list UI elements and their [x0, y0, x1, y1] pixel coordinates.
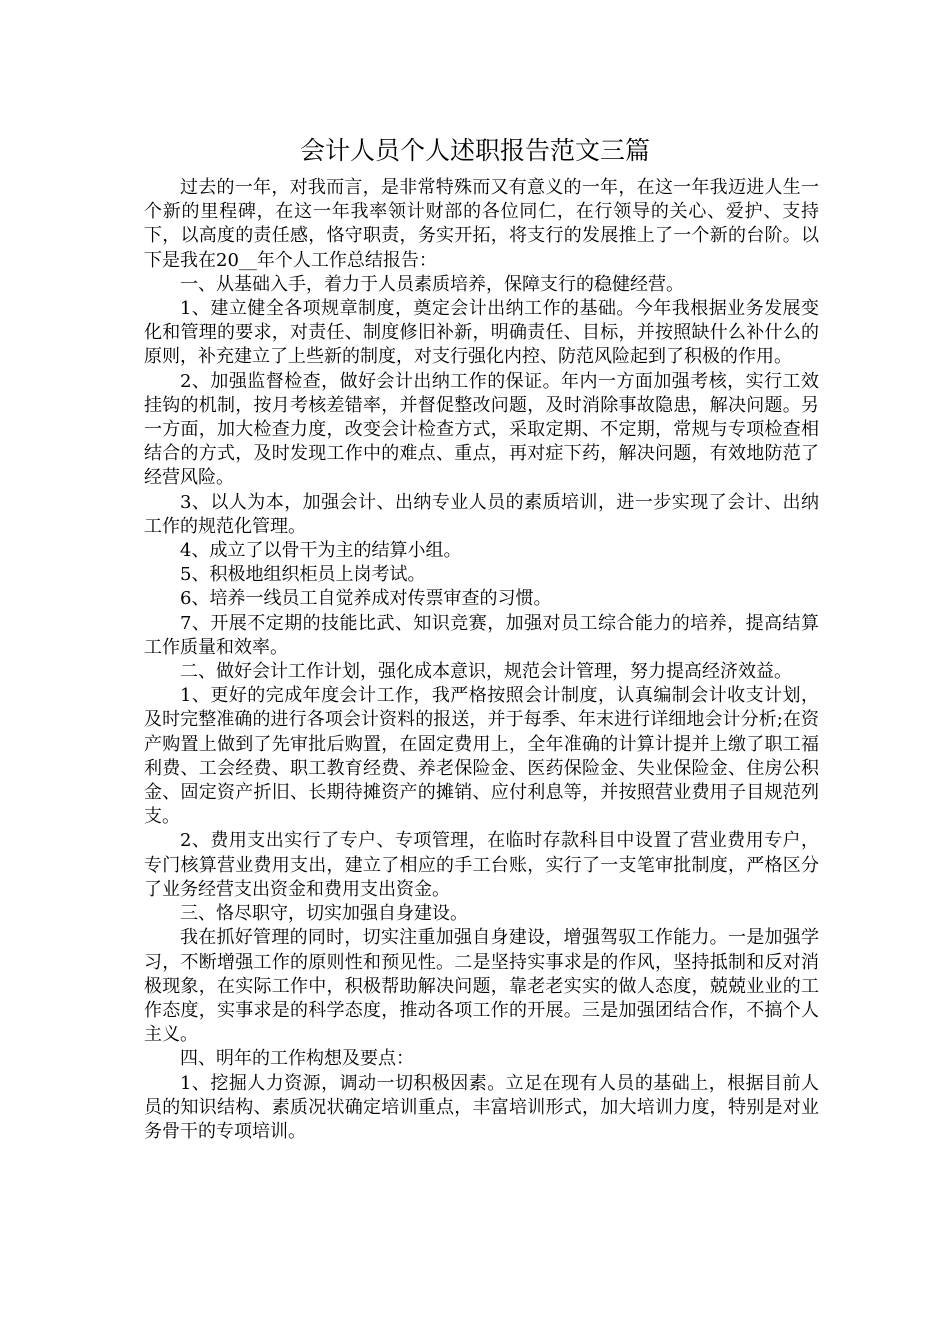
document-body [144, 176, 819, 1144]
paragraph-1-3: 3、以人为本，加强会计、出纳专业人员的素质培训，进一步实现了会计、出纳工作的规范化管理。 [144, 491, 819, 537]
paragraph-2-2: 2、费用支出实行了专户、专项管理，在临时存款科目中设置了营业费用专户，专门核算营业费用支出，建立了相应的手工台账，实行了一支笔审批制度，严格区分了业务经营支出资金和费用支出资金。 [144, 830, 819, 900]
paragraph-1-2: 2、加强监督检查，做好会计出纳工作的保证。年内一方面加强考核，实行工效挂钩的机制，按月考核差错率，并督促整改问题，及时消除事故隐患，解决问题。另一方面，加大检查力度，改变会计检查方式，采取定期、不定期，常规与专项检查相结合的方式，及时发现工作中的难点、重点，再对症下药，解决问题，有效地防范了经营风险。 [144, 370, 819, 489]
paragraph-4-1: 1、挖掘人力资源，调动一切积极因素。立足在现有人员的基础上，根据目前人员的知识结构、素质况状确定培训重点，丰富培训形式，加大培训力度，特别是对业务骨干的专项培训。 [144, 1072, 819, 1142]
section-heading-2: 二、做好会计工作计划，强化成本意识，规范会计管理，努力提高经济效益。 [180, 661, 792, 683]
section-heading-4: 四、明年的工作构想及要点： [180, 1048, 414, 1070]
paragraph-2-1: 1、更好的完成年度会计工作，我严格按照会计制度，认真编制会计收支计划，及时完整准确的进行各项会计资料的报送，并于每季、年末进行详细地会计分析;在资产购置上做到了先审批后购置，在固定费用上，全年准确的计算计提并上缴了职工福利费、工会经费、职工教育经费、养老保险金、医药保险金、失业保险金、住房公积金、固定资产折旧、长期待摊资产的摊销、应付利息等，并按照营业费用子目规范列支。 [144, 685, 819, 828]
paragraph-1-5: 5、积极地组织柜员上岗考试。 [180, 564, 426, 586]
section-heading-3: 三、恪尽职守，切实加强自身建设。 [180, 903, 468, 925]
paragraph-3-1: 我在抓好管理的同时，切实注重加强自身建设，增强驾驭工作能力。一是加强学习，不断增强工作的原则性和预见性。二是坚持实事求是的作风，坚持抵制和反对消极现象，在实际工作中，积极帮助解决问题，靠老老实实的做人态度，兢兢业业的工作态度，实事求是的科学态度，推动各项工作的开展。三是加强团结合作，不搞个人主义。 [144, 927, 819, 1046]
paragraph-intro: 过去的一年，对我而言，是非常特殊而又有意义的一年，在这一年我迈进人生一个新的里程碑，在这一年我率领计财部的各位同仁，在行领导的关心、爱护、支持下，以高度的责任感，恪守职责，务实开拓，将支行的发展推上了一个新的台阶。以下是我在20__年个人工作总结报告： [144, 177, 819, 271]
paragraph-1-1: 1、建立健全各项规章制度，奠定会计出纳工作的基础。今年我根据业务发展变化和管理的要求，对责任、制度修旧补新，明确责任、目标，并按照缺什么补什么的原则，补充建立了上些新的制度，对支行强化内控、防范风险起到了积极的作用。 [144, 298, 819, 368]
paragraph-1-6: 6、培养一线员工自觉养成对传票审查的习惯。 [180, 588, 552, 610]
section-heading-1: 一、从基础入手，着力于人员素质培养，保障支行的稳健经营。 [180, 273, 684, 295]
document-title: 会计人员个人述职报告范文三篇 [299, 136, 650, 165]
paragraph-1-4: 4、成立了以骨干为主的结算小组。 [180, 540, 462, 562]
paragraph-1-7: 7、开展不定期的技能比武、知识竞赛，加强对员工综合能力的培养，提高结算工作质量和效率。 [144, 612, 819, 658]
